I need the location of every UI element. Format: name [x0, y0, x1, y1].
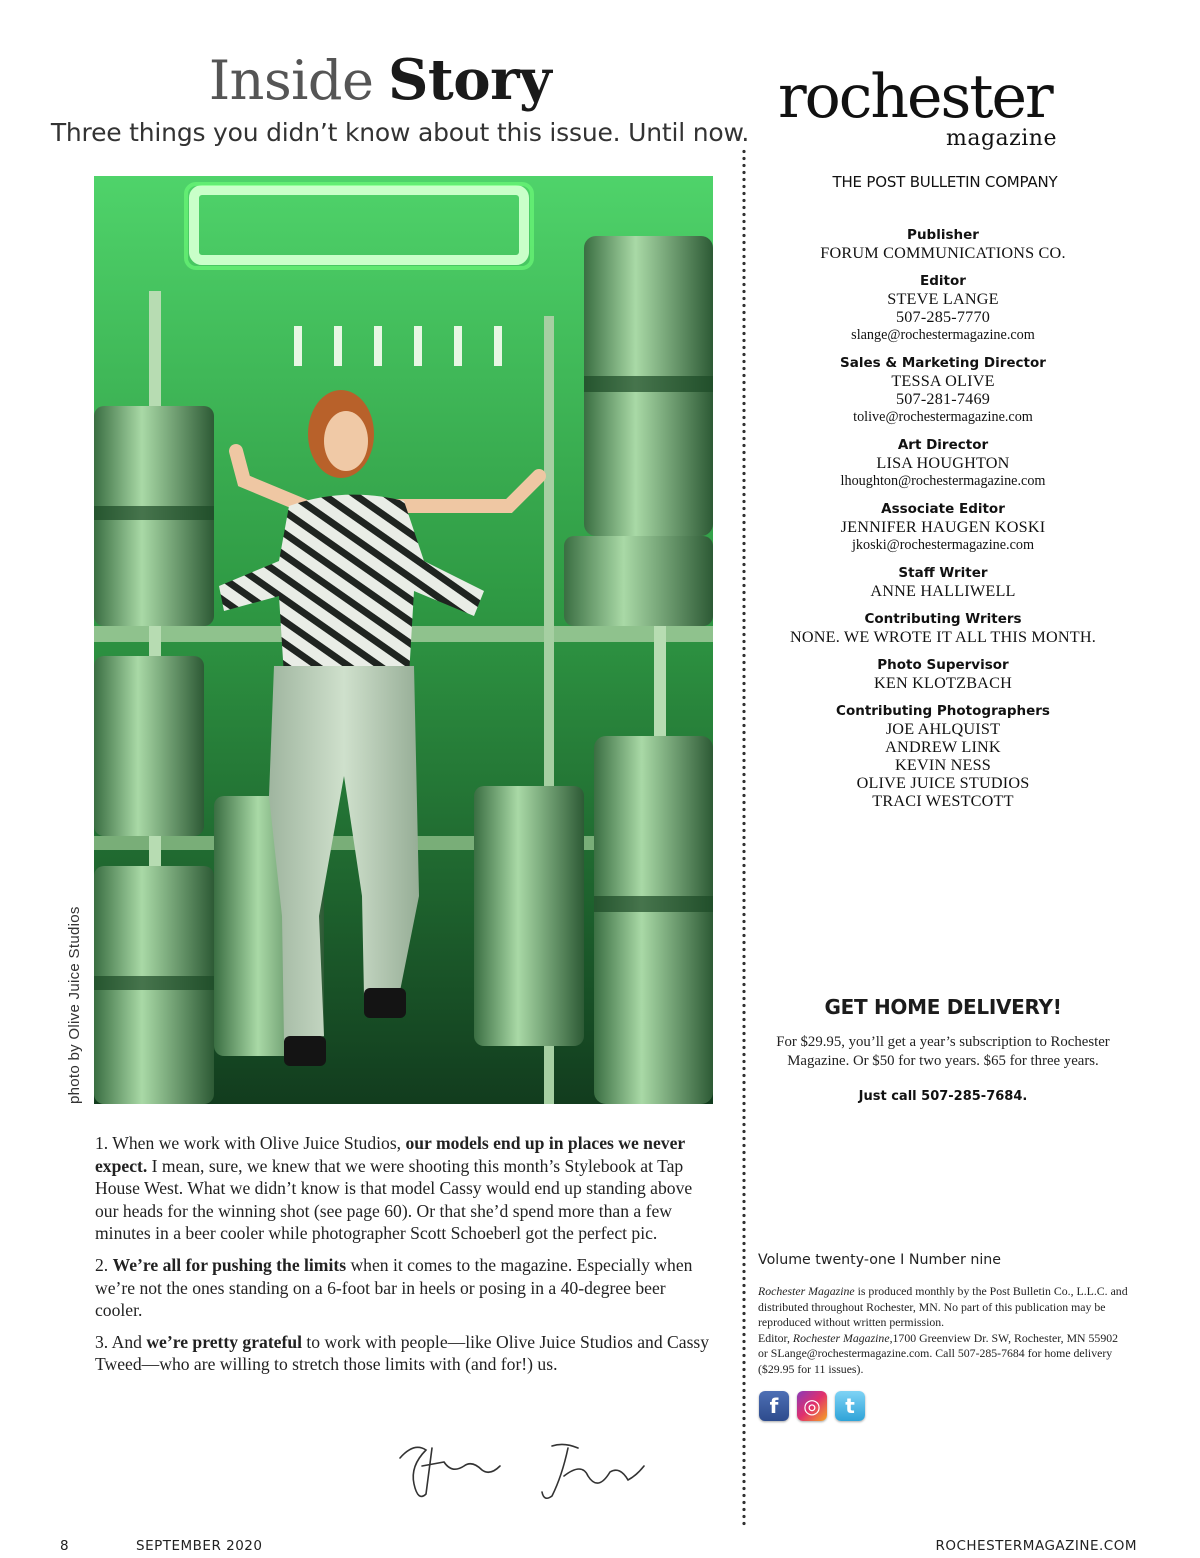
page-title: [60, 44, 700, 116]
item-number: 1.: [95, 1133, 109, 1153]
fine-print-text: ,1700 Greenview Dr. SW, Rochester, MN 55902 or SLange@rochestermagazine.com. Call 507-285-7684 for home delivery ($29.95 for 11 issues).: [758, 1330, 1119, 1376]
role-title: Associate Editor: [881, 501, 1005, 517]
role-person: 507-281-7469: [895, 390, 991, 408]
role-email[interactable]: lhoughton@rochestermagazine.com: [840, 473, 1046, 489]
social-links: [759, 1391, 869, 1423]
list-item: [95, 1254, 710, 1322]
issue-date: SEPTEMBER 2020: [136, 1538, 263, 1554]
company-name: THE POST BULLETIN COMPANY: [832, 173, 1058, 191]
item-text: I mean, sure, we knew that we were shooting this month’s Stylebook at Tap House West. What we didn’t know is that model Cassy would end up standing above our heads for the winning shot (see page 60). Or that she’d spend more than a few minutes in a beer cooler while photographer Scott Schoeberl got the perfect pic.: [95, 1155, 693, 1244]
role-title: Photo Supervisor: [877, 657, 1009, 673]
role-person: JENNIFER HAUGEN KOSKI: [840, 518, 1046, 536]
magazine-logo: rochester: [778, 62, 1052, 132]
item-highlight: our models end up in places we never expect.: [95, 1133, 685, 1176]
role-title: Contributing Writers: [864, 611, 1022, 627]
item-text: when it comes to the magazine. Especially when we’re not the ones standing on a 6-foot bar in heels or posing in a 40-degree beer cooler.: [95, 1254, 693, 1321]
list-item: [95, 1132, 710, 1245]
role-email[interactable]: slange@rochestermagazine.com: [851, 327, 1035, 343]
role-person: STEVE LANGE: [887, 290, 999, 308]
staff-role: [758, 657, 1128, 692]
delivery-phone: Just call 507-285-7684.: [858, 1089, 1028, 1104]
role-email[interactable]: jkoski@rochestermagazine.com: [851, 537, 1035, 553]
role-title: Staff Writer: [898, 565, 988, 581]
item-number: 3.: [95, 1331, 109, 1352]
list-item: [95, 1331, 710, 1376]
signatures: [392, 1436, 652, 1508]
staff-list: [758, 227, 1128, 821]
role-title: Editor: [920, 273, 966, 289]
role-person: FORUM COMMUNICATIONS CO.: [820, 244, 1066, 262]
staff-role: [758, 355, 1128, 426]
staff-role: [758, 227, 1128, 262]
role-person: NONE. WE WROTE IT ALL THIS MONTH.: [789, 628, 1097, 646]
page-subtitle: Three things you didn’t know about this issue. Until now.: [50, 118, 750, 147]
role-person: OLIVE JUICE STUDIOS: [856, 774, 1030, 792]
item-number: 2.: [95, 1254, 109, 1275]
instagram-icon[interactable]: ◎: [797, 1391, 827, 1421]
fine-print-magazine: Rochester Magazine: [792, 1330, 890, 1345]
role-person: TRACI WESTCOTT: [872, 792, 1014, 810]
role-person: ANNE HALLIWELL: [870, 582, 1016, 600]
magazine-logo-subtitle: magazine: [946, 126, 1057, 151]
staff-role: [758, 611, 1128, 646]
page-number: 8: [60, 1538, 69, 1554]
title-light: Inside: [208, 49, 374, 112]
inside-story-list: [95, 1132, 710, 1385]
role-title: Art Director: [897, 437, 989, 453]
item-text: to work with people—like Olive Juice Studios and Cassy Tweed—who are willing to stretch those limits with (and for!) us.: [95, 1331, 710, 1375]
role-title: Publisher: [907, 227, 979, 243]
delivery-heading: GET HOME DELIVERY!: [824, 995, 1062, 1019]
twitter-icon[interactable]: t: [835, 1391, 865, 1421]
website-url: ROCHESTERMAGAZINE.COM: [935, 1538, 1137, 1554]
staff-role: [758, 273, 1128, 344]
staff-role: [758, 565, 1128, 600]
staff-role: [758, 437, 1128, 490]
delivery-text: For $29.95, you’ll get a year’s subscription to Rochester Magazine. Or $50 for two years. $65 for three years.: [776, 1034, 1110, 1069]
column-divider: [741, 148, 747, 1528]
item-highlight: we’re pretty grateful: [146, 1331, 303, 1352]
role-title: Sales & Marketing Director: [840, 355, 1046, 371]
cover-photo: [94, 176, 713, 1104]
title-bold: Story: [387, 47, 552, 113]
fine-print: [758, 1284, 1128, 1378]
role-email[interactable]: tolive@rochestermagazine.com: [853, 409, 1033, 425]
item-text: And: [108, 1331, 147, 1352]
role-person: 507-285-7770: [895, 308, 991, 326]
role-person: KEVIN NESS: [895, 756, 991, 774]
item-text: When we work with Olive Juice Studios,: [108, 1133, 406, 1153]
fine-print-text: is produced monthly by the Post Bulletin Co., L.L.C. and distributed throughout Rochester, MN. No part of this publication may be reproduced without written permission.: [758, 1284, 1128, 1330]
fine-print-text: Editor,: [758, 1330, 793, 1345]
role-person: JOE AHLQUIST: [885, 720, 1001, 738]
staff-role: [758, 703, 1128, 810]
fine-print-magazine: Rochester Magazine: [758, 1284, 855, 1298]
role-person: TESSA OLIVE: [891, 372, 995, 390]
staff-role: [758, 501, 1128, 554]
role-person: KEN KLOTZBACH: [874, 674, 1012, 692]
role-title: Contributing Photographers: [836, 703, 1050, 719]
role-person: LISA HOUGHTON: [876, 454, 1010, 472]
role-person: ANDREW LINK: [885, 738, 1001, 756]
volume-number: Volume twenty-one I Number nine: [758, 1252, 1002, 1268]
facebook-icon[interactable]: f: [759, 1391, 789, 1421]
item-highlight: We’re all for pushing the limits: [112, 1254, 347, 1275]
photo-credit: photo by Olive Juice Studios: [66, 906, 83, 1104]
